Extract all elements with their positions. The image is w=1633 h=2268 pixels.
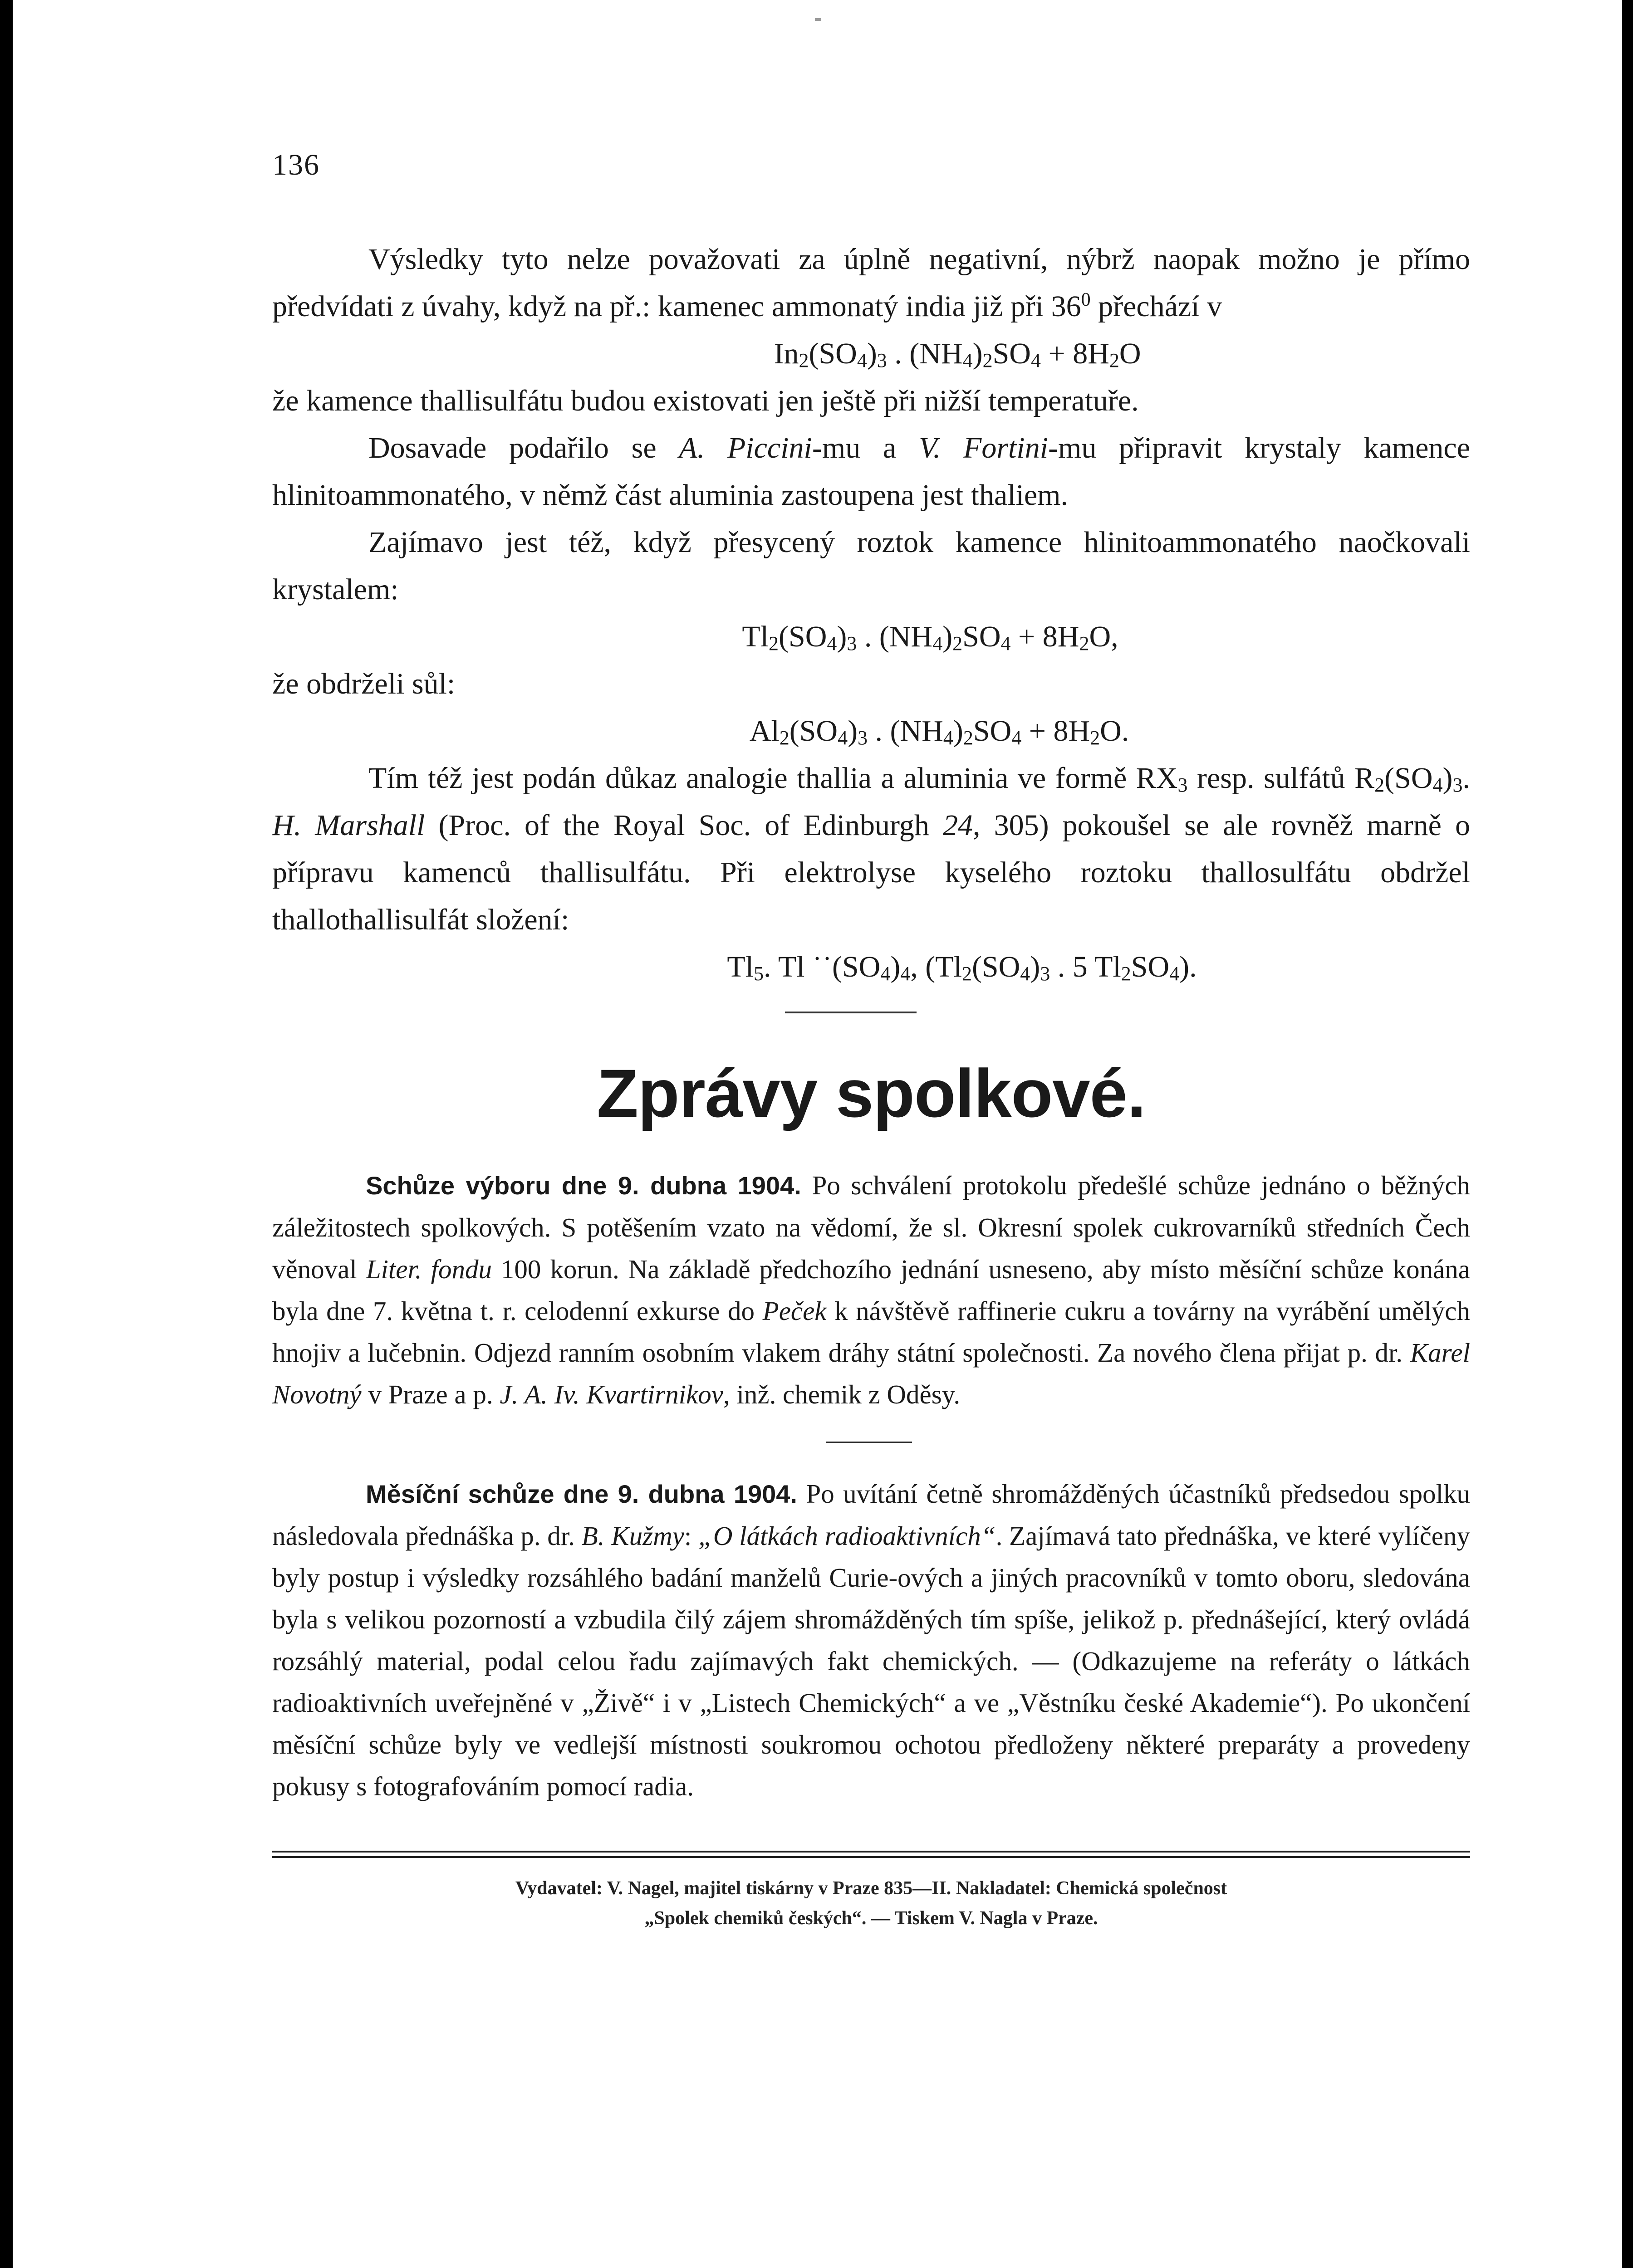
paragraph-analogy-marshall: Tím též jest podán důkaz analogie thallia a aluminia ve formě $RX_3$ resp. sulfátů $R_2(SO_4)_3$. H. Marshall (Proc. of the Royal Soc. of Edinburgh 24, 305) pokoušel se ale rovněž marně o přípravu kamenců thallisulfátu. Při elektrolyse kyselého roztoku thallosulfátu obdržel thallothallisulfát složení:	[272, 762, 1470, 936]
speaker-name: B. Kužmy	[581, 1521, 684, 1551]
news-monthly-meeting: Měsíční schůze dne 9. dubna 1904. Po uvítání četně shromážděných účastníků předsedou spolku následovala přednáška p. dr. B. Kužmy: „O látkách radioaktivních“. Zajímavá tato přednáška, ve které vylíčeny byly postup i výsledky rozsáhlého badání manželů Curie-ových a jiných pracovníků v tomto oboru, sledována byla s velikou pozorností a vzbudila čilý zájem shromážděných tím spíše, jelikož p. přednášející, který ovládá rozsáhlý material, podal celou řadu zajímavých fakt chemických. — (Odkazujeme na referáty o látkách radioaktivních uveřejněné v „Živě“ i v „Listech Chemických“ a ve „Věstníku české Akademie“). Po ukončení měsíční schůze byly ve vedlejší místnosti soukromou ochotou předloženy některé preparáty a provedeny pokusy s fotografováním pomocí radia.	[272, 1479, 1470, 1801]
news-committee-meeting: Schůze výboru dne 9. dubna 1904. Po schválení protokolu předešlé schůze jednáno o běžných záležitostech spolkových. S potěšením vzato na vědomí, že sl. Okresní spolek cukrovarníků středních Čech věnoval Liter. fondu 100 korun. Na základě předchozího jednání usneseno, aby místo měsíční schůze konána byla dne 7. května t. r. celodenní exkurse do Peček k návštěvě raffinerie cukru a továrny na vyrábění umělých hnojiv a lučebnin. Odjezd ranním osobním vlakem dráhy státní společnosti. Za nového člena přijat p. dr. Karel Novotný v Praze a p. J. A. Iv. Kvartirnikov, inž. chemik z Oděsy.	[272, 1170, 1471, 1409]
talk-title: „O látkách radioaktivních“	[698, 1521, 996, 1551]
formula-indium-alum: $In_2(SO_4)_3$ . $(NH_4)_2SO_4 + 8H_2O$	[774, 337, 1141, 371]
scan-border-right	[1622, 0, 1633, 2268]
scan-artifact	[815, 18, 821, 21]
member-kvartirnikov: J. A. Iv. Kvartirnikov	[500, 1379, 723, 1409]
formula-aluminium-alum: $Al_2(SO_4)_3$ . $(NH_4)_2SO_4 + 8H_2O$.	[749, 714, 1129, 749]
formula-thallothallisulfate: $Tl_5$. Tl $˙˙(SO_4)_4$, ($Tl_2(SO_4)_3$ . 5 $Tl_2SO_4$).	[727, 950, 1197, 985]
fund-name: Liter. fondu	[366, 1254, 492, 1284]
member-novotny: Karel Novotný	[272, 1338, 1470, 1409]
page-content	[272, 236, 1470, 1933]
paragraph-results: Výsledky tyto nelze považovati za úplně negativní, nýbrž naopak možno je přímo předvídati z úvahy, když na př.: kamenec ammonatý india již při $36^0$ přechází v	[272, 243, 1470, 323]
paragraph-supersaturated: Zajímavo jest též, když přesycený roztok kamence hlinitoammonatého naočkovali krystalem:	[272, 526, 1470, 606]
footer-double-rule	[272, 1851, 1470, 1858]
news-divider	[826, 1442, 912, 1443]
imprint-line-2: „Spolek chemiků českých“. — Tiskem V. Nagla v Praze.	[644, 1908, 1098, 1929]
scan-border-left	[0, 0, 13, 2268]
volume-number: 24	[942, 809, 973, 842]
page-number: 136	[272, 148, 320, 181]
news-lead: Schůze výboru dne 9. dubna 1904.	[366, 1171, 801, 1200]
section-heading: Zprávy spolkové.	[597, 1055, 1146, 1131]
place-name: Peček	[762, 1296, 827, 1326]
news-lead: Měsíční schůze dne 9. dubna 1904.	[366, 1480, 797, 1508]
paragraph-obtained-salt: že obdrželi sůl:	[272, 667, 456, 700]
paragraph-thallium-temperature: že kamence thallisulfátu budou existovati jen ještě při nižší temperatuře.	[272, 384, 1139, 417]
section-divider	[785, 1012, 917, 1013]
formula-thallium-alum: $Tl_2(SO_4)_3$ . $(NH_4)_2SO_4 + 8H_2O$,	[742, 620, 1118, 655]
paragraph-piccini-fortini: Dosavade podařilo se A. Piccini-mu a V. Fortini-mu připravit krystaly kamence hlinitoammonatého, v němž část aluminia zastoupena jest thaliem.	[272, 431, 1470, 512]
author-marshall: H. Marshall	[272, 809, 425, 842]
publisher-imprint	[272, 1873, 1470, 1933]
author-fortini: V. Fortini	[918, 431, 1049, 464]
author-piccini: A. Piccini	[679, 431, 812, 464]
imprint-line-1: Vydavatel: V. Nagel, majitel tiskárny v Praze 835—II. Nakladatel: Chemická společnost	[515, 1878, 1227, 1899]
